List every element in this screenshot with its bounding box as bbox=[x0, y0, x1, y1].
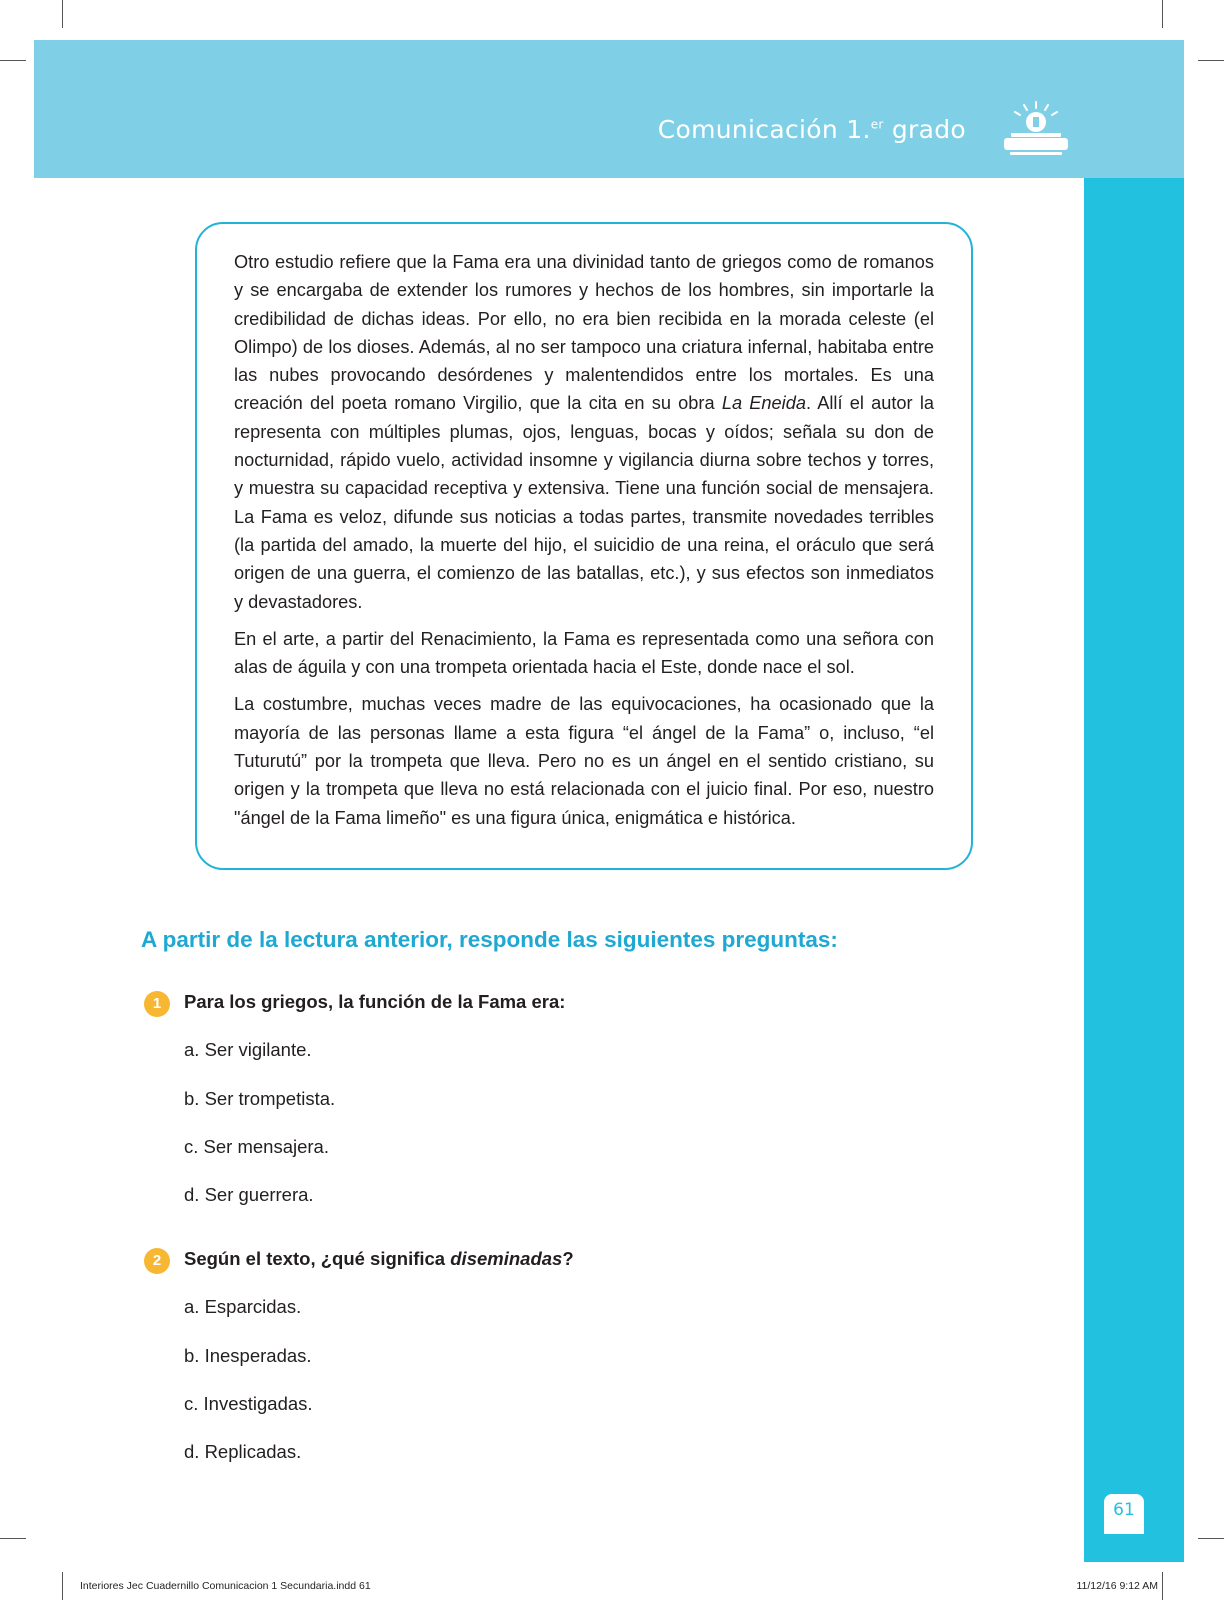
question-2-option-d: d. Replicadas. bbox=[184, 1441, 302, 1462]
question-2-text: Según el texto, ¿qué significa diseminadas? bbox=[184, 1248, 574, 1269]
crop-mark bbox=[62, 0, 63, 28]
side-band bbox=[1084, 178, 1184, 1562]
reading-paragraph-3: La costumbre, muchas veces madre de las equivocaciones, ha ocasionado que la mayoría de las personas llame a esta figura “el ángel de la Fama” o, incluso, “el Tuturutú” por la trompeta que lleva. Pero no es un ángel en el sentido cristiano, su origen y la trompeta que lleva no está relacionada con el juicio final. Por eso, nuestro "ángel de la Fama limeño" es una figura única, enigmática e histórica. bbox=[234, 694, 934, 828]
footer-file-name: Interiores Jec Cuadernillo Comunicacion 1 Secundaria.indd 61 bbox=[80, 1580, 371, 1592]
question-2-option-a: a. Esparcidas. bbox=[184, 1296, 302, 1317]
reading-paragraph-1: Otro estudio refiere que la Fama era una divinidad tanto de griegos como de romanos y se encargaba de extender los rumores y hechos de los hombres, sin importarle la credibilidad de dichas ideas. Por ello, no era bien recibida en la morada celeste (el Olimpo) de los dioses. Además, al no ser tampoco una criatura infernal, habitaba entre las nubes provocando desórdenes y malentendidos entre los mortales. Es una creación del poeta romano Virgilio, que la cita en su obra La Eneida. Allí el autor la representa con múltiples plumas, ojos, lenguas, bocas y oídos; señala su don de nocturnidad, rápido vuelo, actividad insomne y vigilancia diurna sobre techos y torres, y muestra su capacidad receptiva y extensiva. Tiene una función social de mensajera. La Fama es veloz, difunde sus noticias a todas partes, transmite novedades terribles (la partida del amado, la muerte del hijo, el suicidio de una reina, el oráculo que será origen de una guerra, el comienzo de las batallas, etc.), y sus efectos son inmediatos y devastadores. bbox=[234, 252, 934, 612]
crop-mark bbox=[0, 1538, 26, 1539]
crop-mark bbox=[1198, 60, 1224, 61]
reading-text bbox=[234, 248, 934, 841]
question-1-option-c: c. Ser mensajera. bbox=[184, 1136, 329, 1157]
question-1-option-b: b. Ser trompetista. bbox=[184, 1088, 336, 1109]
reading-paragraph-2: En el arte, a partir del Renacimiento, la Fama es representada como una señora con alas de águila y con una trompeta orientada hacia el Este, donde nace el sol. bbox=[234, 628, 934, 678]
question-1-option-d: d. Ser guerrera. bbox=[184, 1184, 314, 1205]
question-1-option-a: a. Ser vigilante. bbox=[184, 1039, 312, 1060]
crop-mark bbox=[0, 60, 26, 61]
crop-mark bbox=[1162, 1572, 1163, 1600]
question-number-badge: 1 bbox=[144, 991, 170, 1017]
footer-timestamp: 11/12/16 9:12 AM bbox=[1076, 1580, 1158, 1592]
question-2-option-b: b. Inesperadas. bbox=[184, 1345, 312, 1366]
page-header-title: Comunicación 1.$^{er}$ grado bbox=[657, 115, 966, 144]
jornada-escolar-completa-logo bbox=[994, 100, 1078, 160]
question-1-text: Para los griegos, la función de la Fama era: bbox=[184, 991, 566, 1012]
section-heading: A partir de la lectura anterior, responde las siguientes preguntas: bbox=[141, 927, 838, 952]
crop-mark bbox=[62, 1572, 63, 1600]
crop-mark bbox=[1162, 0, 1163, 28]
question-number-badge: 2 bbox=[144, 1248, 170, 1274]
page-number: 61 bbox=[1113, 1500, 1135, 1520]
crop-mark bbox=[1198, 1538, 1224, 1539]
question-2-option-c: c. Investigadas. bbox=[184, 1393, 313, 1414]
